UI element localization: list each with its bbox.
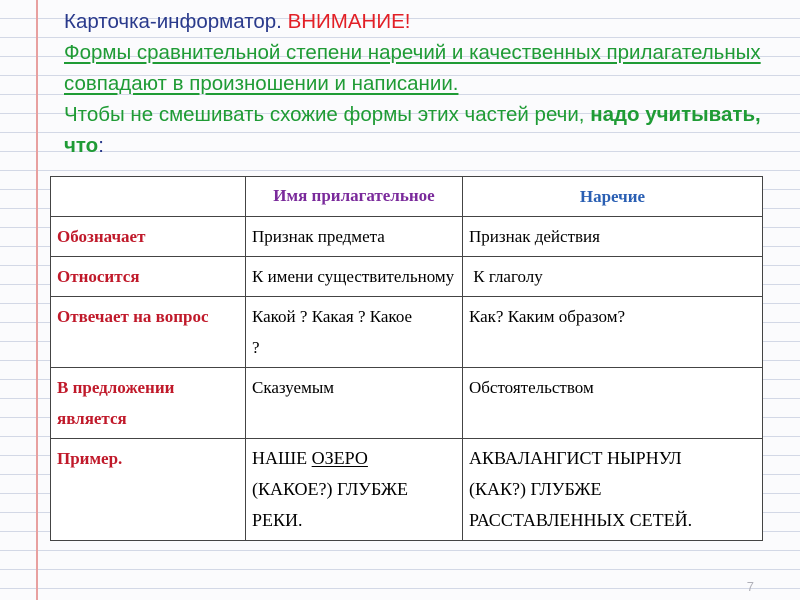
- table-header-row: [51, 177, 763, 217]
- corner-cell: [51, 177, 246, 217]
- row-label-question: Отвечает на вопрос: [51, 297, 246, 368]
- adjective-cell: Признак предмета: [246, 217, 463, 257]
- attention-label: ВНИМАНИЕ!: [287, 10, 411, 33]
- comparison-table: [50, 176, 763, 541]
- adjective-example-cell: [246, 439, 463, 541]
- page-number: 7: [746, 579, 754, 594]
- row-label-sentence-role: В предложении является: [51, 368, 246, 439]
- adjective-example-pre: НАШЕ: [252, 448, 312, 468]
- rule-statement: Формы сравнительной степени наречий и качественных прилагательных совпадают в произношении и написании.: [64, 41, 761, 95]
- row-label-example: Пример.: [51, 439, 246, 541]
- row-label-denotes: Обозначает: [51, 217, 246, 257]
- adverb-cell: К глаголу: [463, 257, 763, 297]
- card-title: Карточка-информатор.: [64, 10, 282, 33]
- adverb-cell: Как? Каким образом?: [463, 297, 763, 368]
- adverb-header: Наречие: [463, 177, 763, 217]
- adjective-example-subject: ОЗЕРО: [311, 448, 368, 468]
- table-row: [51, 368, 763, 439]
- advice-text: Чтобы не смешивать схожие формы этих частей речи,: [64, 103, 591, 126]
- table-row: [51, 257, 763, 297]
- adjective-example-post: (КАКОЕ?) ГЛУБЖЕ РЕКИ.: [252, 479, 409, 530]
- info-card-header: [64, 6, 784, 161]
- advice-colon: :: [98, 134, 104, 157]
- adjective-cell: Какой ? Какая ? Какое ?: [246, 297, 463, 368]
- table-row-example: [51, 439, 763, 541]
- advice-bold-text: надо учитывать, что: [64, 103, 761, 157]
- adjective-header: Имя прилагательное: [246, 177, 463, 217]
- adjective-cell: К имени существительному: [246, 257, 463, 297]
- adverb-example-cell: АКВАЛАНГИСТ НЫРНУЛ (КАК?) ГЛУБЖЕ РАССТАВЛЕННЫХ СЕТЕЙ.: [463, 439, 763, 541]
- adverb-cell: Обстоятельством: [463, 368, 763, 439]
- adjective-cell: Сказуемым: [246, 368, 463, 439]
- table-row: [51, 217, 763, 257]
- row-label-relates: Относится: [51, 257, 246, 297]
- table-row: [51, 297, 763, 368]
- adverb-cell: Признак действия: [463, 217, 763, 257]
